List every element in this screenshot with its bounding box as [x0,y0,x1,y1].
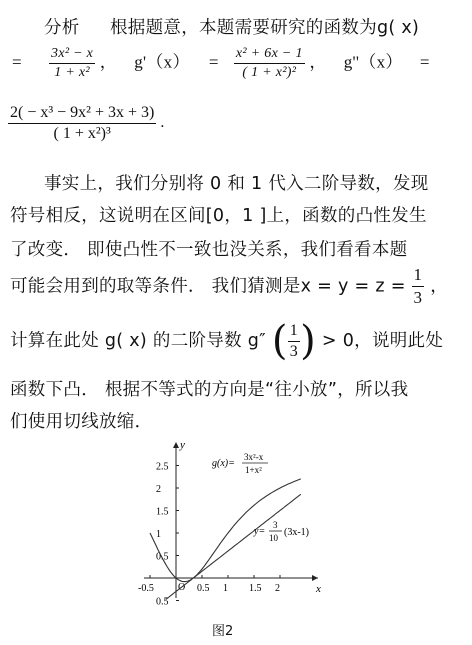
t-label-rhs: (3x-1) [284,527,309,538]
tangent-line [166,494,301,599]
comma: ， [309,52,327,72]
y-tick-label: 2.5 [156,461,169,473]
x-axis-label: x [316,583,321,595]
equals-sign: = [12,52,22,72]
analysis-label: 分析 [44,18,80,38]
y-axis-arrow [173,442,179,448]
paren-fraction [288,322,300,361]
g-double-prime-denominator: ( 1 + x²)³ [53,125,111,142]
x-tick-label: -0.5 [138,583,154,594]
y-axis-label: y [180,439,185,451]
one-third-fraction [412,265,425,308]
x-tick-label: 0.5 [197,583,210,594]
y-tick-label: 0.5 [156,596,169,608]
t-label-num: 3 [273,520,278,530]
body-line-3: 了改变． 即使凸性不一致也没关系，我们看看本题 [10,240,408,260]
body-line-2: 符号相反，这说明在区间[0，1 ]上，函数的凸性发生 [10,206,427,226]
equals-sign: = [208,52,219,72]
one-third-numerator: 1 [413,265,423,284]
one-third-denominator: 3 [413,288,423,307]
x-tick-label: 2 [275,583,280,594]
intro-text: 根据题意，本题需要研究的函数为g( x) [110,18,420,38]
paren-denominator: 3 [289,342,299,360]
y-tick-label: 1 [156,529,161,540]
body-line-5-tail: > 0，说明此处 [321,331,444,351]
y-tick-label: 1.5 [156,506,169,518]
g-label-lhs: g(x)= [212,458,235,469]
plot-area [138,439,321,608]
g-double-prime-fraction [8,104,164,143]
x-tick-label: 1 [223,583,228,594]
curve-g [150,479,301,582]
origin-label: O [178,582,186,593]
g-label-den: 1+x² [245,465,262,475]
g-numerator: 3x² − x [51,46,94,61]
left-paren: ( [271,318,288,364]
g-prime-denominator: ( 1 + x²)² [242,65,297,80]
body-line-5 [10,318,443,364]
g-label-num: 3x²-x [244,452,264,462]
body-line-5-text: 计算在此处 g( x) 的二阶导数 g″ [10,331,267,351]
x-tick-label: 1.5 [249,583,262,594]
g-prime-fraction [234,46,305,81]
function-graph [138,438,330,608]
g-prime-label: g'（x） [134,52,190,72]
body-line-6: 函数下凸． 根据不等式的方向是“往小放”，所以我 [10,380,409,400]
body-line-4-text: 可能会用到的取等条件． 我们猜测是x = y = z = [10,276,406,297]
t-label-den: 10 [269,533,278,543]
body-line-1: 事实上，我们分别将 0 和 1 代入二阶导数，发现 [44,174,429,194]
x-axis-arrow [312,575,318,581]
g-prime-numerator: x² + 6x − 1 [235,46,303,61]
body-line-4 [10,265,448,308]
period: . [160,114,165,132]
t-label-lhs: y= [254,526,266,537]
body-line-4-comma: ， [430,276,449,297]
paren-numerator: 1 [289,321,299,339]
g-double-prime-label: g''（x） [343,52,403,72]
g-double-prime-numerator: 2( − x³ − 9x² + 3x + 3) [10,104,155,121]
body-line-7: 们使用切线放缩． [10,412,153,432]
figure-caption: 图2 [212,624,234,639]
g-fraction [49,46,95,81]
right-paren: ) [300,318,317,364]
equals-sign: = [419,52,430,72]
comma: ， [99,52,118,72]
derivative-line [12,46,430,81]
y-tick-label: 0.5 [156,551,169,563]
y-tick-label: 2 [156,484,161,495]
g-denominator: 1 + x² [54,65,90,80]
